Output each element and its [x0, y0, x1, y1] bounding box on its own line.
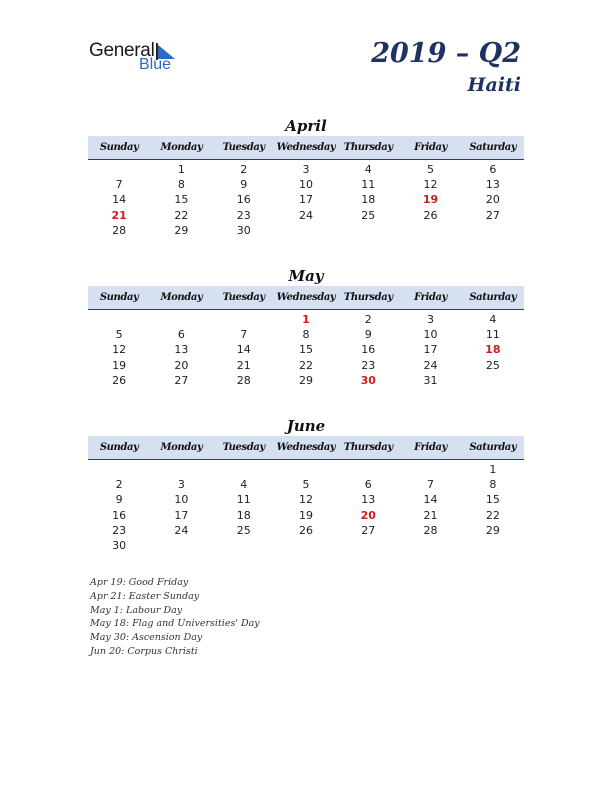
week-row: [88, 312, 524, 327]
country-subtitle: Haiti: [467, 74, 521, 96]
week-row: [88, 177, 524, 192]
logo-text-general: General: [89, 40, 155, 61]
day-cell: 27: [485, 208, 500, 222]
holiday-item: Apr 19: Good Friday: [90, 577, 189, 588]
day-cell: 21: [236, 358, 251, 372]
weekday-label: Tuesday: [222, 442, 265, 453]
day-cell: 8: [177, 178, 185, 192]
month-name: May: [288, 267, 324, 285]
day-cell-holiday: 21: [111, 208, 127, 222]
weekday-label: Sunday: [99, 442, 139, 453]
month-name: April: [285, 117, 327, 135]
weekday-label: Saturday: [469, 142, 517, 153]
weekday-header-row: [88, 286, 524, 310]
day-cell: 15: [174, 193, 189, 207]
day-cell: 23: [236, 208, 251, 222]
day-cell-holiday: 20: [360, 508, 376, 522]
week-row: [88, 327, 524, 342]
day-cell: 7: [427, 478, 435, 492]
day-cell: 24: [298, 208, 313, 222]
day-cell: 30: [236, 223, 251, 237]
day-cell: 7: [240, 328, 248, 342]
weeks-grid: [88, 310, 524, 388]
day-cell: 27: [361, 523, 376, 537]
day-cell: 19: [112, 358, 127, 372]
day-cell: 6: [489, 163, 497, 177]
weekday-label: Monday: [160, 442, 203, 453]
day-cell: 1: [489, 463, 497, 477]
day-cell: 5: [115, 328, 123, 342]
day-cell: 23: [112, 523, 127, 537]
weekday-label: Saturday: [469, 292, 517, 303]
day-cell: 15: [298, 343, 313, 357]
day-cell: 24: [174, 523, 189, 537]
week-row: [88, 373, 524, 388]
day-cell: 25: [236, 523, 251, 537]
day-cell: 2: [364, 313, 372, 327]
holiday-item: May 18: Flag and Universities' Day: [90, 618, 260, 630]
weekday-label: Thursday: [343, 142, 393, 153]
day-cell: 10: [174, 493, 189, 507]
day-cell: 6: [177, 328, 185, 342]
month-calendar-may: [88, 266, 524, 388]
day-cell: 3: [302, 163, 310, 177]
day-cell: 12: [112, 343, 127, 357]
day-cell: 11: [236, 493, 251, 507]
weeks-grid: [88, 460, 524, 553]
day-cell: 5: [427, 163, 435, 177]
day-cell: 18: [361, 193, 376, 207]
day-cell: 26: [423, 208, 438, 222]
day-cell-holiday: 19: [422, 193, 439, 207]
day-cell: 29: [485, 523, 500, 537]
week-row: [88, 477, 524, 492]
day-cell: 2: [115, 478, 123, 492]
weekday-label: Wednesday: [276, 292, 336, 303]
day-cell: 26: [112, 373, 127, 387]
weekday-header-row: [88, 436, 524, 460]
holiday-item: May 30: Ascension Day: [90, 632, 203, 644]
month-calendar-june: [88, 416, 524, 553]
day-cell: 22: [174, 208, 189, 222]
week-row: [88, 223, 524, 238]
weekday-label: Tuesday: [222, 292, 265, 303]
weekday-label: Wednesday: [276, 442, 336, 453]
day-cell: 19: [298, 508, 313, 522]
day-cell: 16: [112, 508, 127, 522]
day-cell: 31: [423, 373, 438, 387]
week-row: [88, 358, 524, 373]
weekday-label: Friday: [414, 142, 447, 153]
weekday-label: Monday: [160, 142, 203, 153]
day-cell: 27: [174, 373, 189, 387]
day-cell: 26: [298, 523, 313, 537]
day-cell: 18: [236, 508, 251, 522]
logo: [89, 40, 189, 76]
weekday-label: Thursday: [343, 292, 393, 303]
weekday-label: Sunday: [99, 292, 139, 303]
day-cell: 16: [236, 193, 251, 207]
weekday-label: Friday: [414, 442, 447, 453]
weekday-label: Wednesday: [276, 142, 336, 153]
month-name: June: [286, 417, 326, 435]
weekday-label: Sunday: [99, 142, 139, 153]
day-cell: 4: [489, 313, 497, 327]
day-cell: 7: [115, 178, 123, 192]
week-row: [88, 208, 524, 223]
day-cell: 23: [361, 358, 376, 372]
day-cell: 15: [485, 493, 500, 507]
day-cell: 14: [236, 343, 251, 357]
day-cell: 14: [423, 493, 438, 507]
day-cell: 13: [485, 178, 500, 192]
week-row: [88, 462, 524, 477]
day-cell: 17: [298, 193, 313, 207]
day-cell: 9: [364, 328, 372, 342]
day-cell: 1: [177, 163, 185, 177]
week-row: [88, 523, 524, 538]
day-cell: 8: [302, 328, 310, 342]
day-cell-holiday: 18: [485, 343, 501, 357]
day-cell: 10: [298, 178, 313, 192]
holiday-item: Jun 20: Corpus Christi: [90, 645, 198, 657]
day-cell: 5: [302, 478, 310, 492]
day-cell: 6: [364, 478, 372, 492]
day-cell: 9: [240, 178, 248, 192]
week-row: [88, 162, 524, 177]
holiday-list: [90, 576, 260, 659]
day-cell: 25: [361, 208, 376, 222]
day-cell: 25: [485, 358, 500, 372]
logo-text-blue: Blue: [139, 56, 172, 73]
weekday-label: Monday: [160, 292, 203, 303]
day-cell: 4: [240, 478, 248, 492]
holiday-item: Apr 21: Easter Sunday: [90, 590, 200, 602]
weeks-grid: [88, 160, 524, 238]
day-cell: 29: [174, 223, 189, 237]
day-cell: 28: [236, 373, 251, 387]
day-cell: 28: [423, 523, 438, 537]
day-cell: 20: [174, 358, 189, 372]
month-calendar-april: [88, 116, 524, 238]
week-row: [88, 192, 524, 207]
day-cell: 14: [112, 193, 127, 207]
day-cell-holiday: 1: [302, 313, 310, 327]
day-cell: 10: [423, 328, 438, 342]
day-cell: 30: [112, 539, 127, 553]
day-cell: 9: [115, 493, 123, 507]
holiday-item: May 1: Labour Day: [90, 604, 183, 616]
day-cell: 3: [177, 478, 185, 492]
week-row: [88, 508, 524, 523]
day-cell: 22: [485, 508, 500, 522]
day-cell: 11: [485, 328, 500, 342]
day-cell: 11: [361, 178, 376, 192]
day-cell: 16: [361, 343, 376, 357]
weekday-label: Saturday: [469, 442, 517, 453]
week-row: [88, 538, 524, 553]
day-cell: 20: [485, 193, 500, 207]
day-cell: 17: [423, 343, 438, 357]
day-cell: 4: [364, 163, 372, 177]
day-cell: 13: [174, 343, 189, 357]
day-cell: 12: [423, 178, 438, 192]
week-row: [88, 492, 524, 507]
day-cell: 29: [298, 373, 313, 387]
day-cell: 13: [361, 493, 376, 507]
day-cell: 12: [298, 493, 313, 507]
day-cell: 8: [489, 478, 497, 492]
day-cell: 28: [112, 223, 127, 237]
day-cell-holiday: 30: [360, 373, 376, 387]
weekday-label: Friday: [414, 292, 447, 303]
weekday-label: Tuesday: [222, 142, 265, 153]
day-cell: 22: [298, 358, 313, 372]
day-cell: 24: [423, 358, 438, 372]
day-cell: 17: [174, 508, 189, 522]
weekday-header-row: [88, 136, 524, 160]
weekday-label: Thursday: [343, 442, 393, 453]
page-title: 2019 – Q2: [371, 38, 521, 69]
day-cell: 21: [423, 508, 438, 522]
day-cell: 2: [240, 163, 248, 177]
day-cell: 3: [427, 313, 435, 327]
week-row: [88, 342, 524, 357]
